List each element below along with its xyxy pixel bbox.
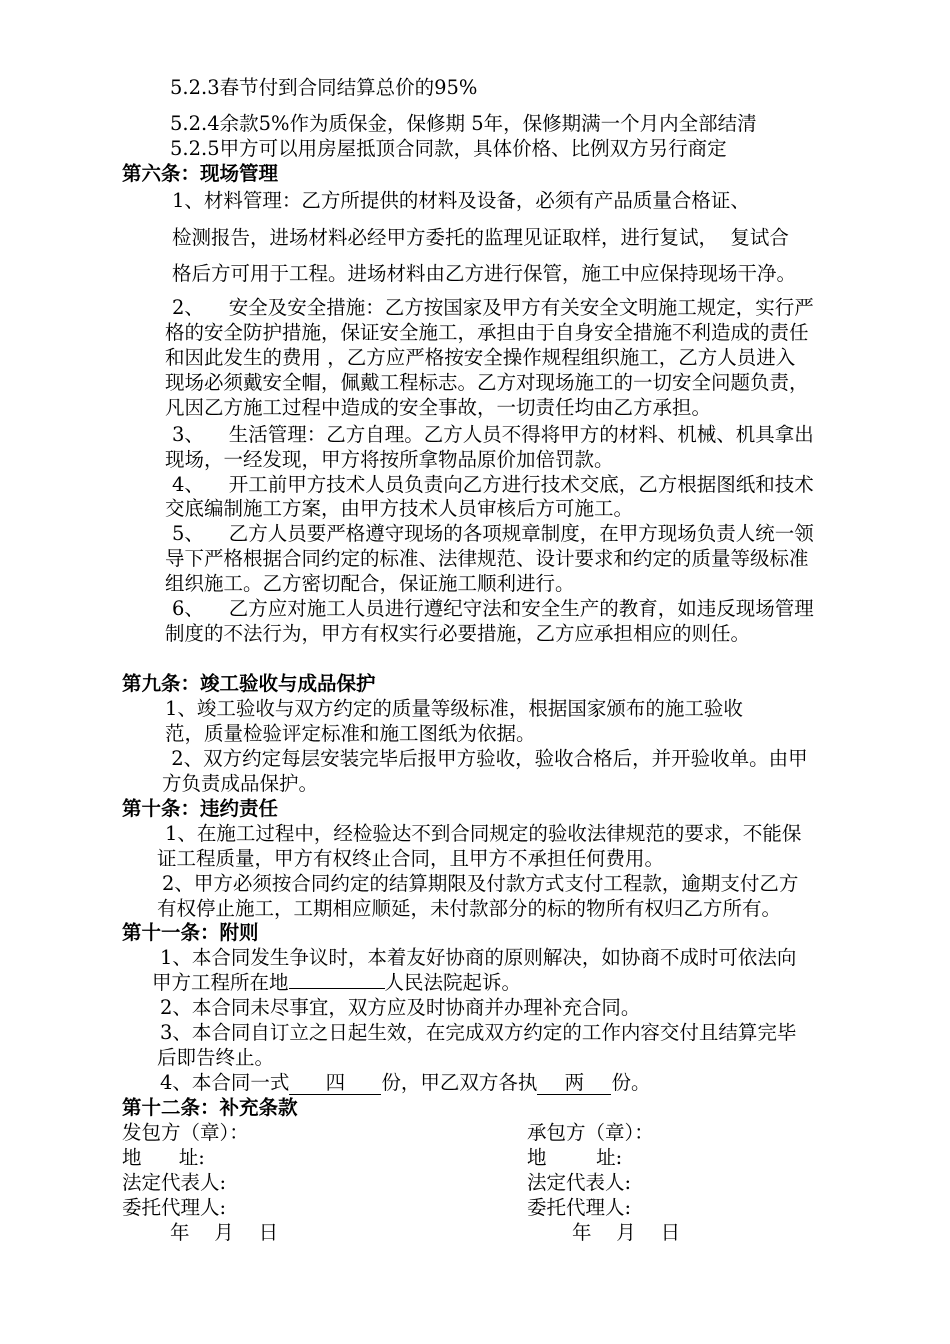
s6-p2-line: 格的安全防护措施，保证安全施工，承担由于自身安全措施不利造成的责任 (165, 321, 809, 344)
s6-p5-line: 5、 乙方人员要严格遵守现场的各项规章制度，在甲方现场负责人统一领 (172, 522, 814, 545)
contractor-date-label: 年 月 日 (572, 1221, 681, 1244)
s6-p1-line: 格后方可用于工程。进场材料由乙方进行保管，施工中应保持现场干净。 (172, 262, 797, 285)
s6-p2-line: 2、 安全及安全措施：乙方按国家及甲方有关安全文明施工规定，实行严 (172, 296, 814, 319)
s11-p1-court-post: 人民法院起诉。 (384, 971, 522, 994)
s6-p6-line: 6、 乙方应对施工人员进行遵纪守法和安全生产的教育，如违反现场管理 (172, 597, 814, 620)
s11-p4-mid: 份，甲乙双方各执 (381, 1071, 538, 1094)
contractor-address-label: 地 址: (527, 1146, 623, 1169)
s6-p3-line: 现场，一经发现，甲方将按所拿物品原价加倍罚款。 (165, 448, 614, 471)
clause-5-2-3: 5.2.3春节付到合同结算总价的95% (170, 76, 478, 99)
s6-p6-line: 制度的不法行为，甲方有权实行必要措施，乙方应承担相应的则任。 (165, 622, 751, 645)
s11-p1-line: 1、本合同发生争议时，本着友好协商的原则解决，如协商不成时可依法向 (160, 946, 797, 969)
s6-p1-line: 检测报告，进场材料必经甲方委托的监理见证取样，进行复试， 复试合 (172, 226, 789, 249)
s9-p2-line: 2、双方约定每层安装完毕后报甲方验收，验收合格后，并开验收单。由甲 (165, 747, 808, 770)
s11-p2-line: 2、本合同未尽事宜，双方应及时协商并办理补充合同。 (160, 996, 641, 1019)
contractor-legal-rep-label: 法定代表人: (527, 1171, 632, 1194)
s11-p4-pre: 4、本合同一式 (160, 1071, 290, 1094)
s11-p1-court-pre: 甲方工程所在地 (152, 971, 289, 994)
section-10-heading: 第十条：违约责任 (122, 797, 279, 820)
copies-each-blank[interactable]: 两 (537, 1072, 611, 1095)
s11-p4-post: 份。 (611, 1071, 651, 1094)
s6-p5-line: 组织施工。乙方密切配合，保证施工顺利进行。 (165, 572, 575, 595)
employer-legal-rep-label: 法定代表人: (122, 1171, 227, 1194)
s11-p1-line-2 (152, 971, 521, 995)
s9-p2-line: 方负责成品保护。 (162, 772, 319, 795)
s6-p2-line: 现场必须戴安全帽，佩戴工程标志。乙方对现场施工的一切安全问题负责， (165, 371, 809, 394)
s6-p2-line: 和因此发生的费用 ，乙方应严格按安全操作规程组织施工，乙方人员进入 (165, 346, 796, 369)
section-6-heading: 第六条：现场管理 (122, 162, 279, 185)
section-11-heading: 第十一条：附则 (122, 921, 259, 944)
s6-p4-line: 交底编制施工方案，由甲方技术人员审核后方可施工。 (165, 497, 634, 520)
s6-p3-line: 3、 生活管理：乙方自理。乙方人员不得将甲方的材料、机械、机具拿出 (172, 423, 814, 446)
s6-p1-line: 1、材料管理：乙方所提供的材料及设备，必须有产品质量合格证、 (172, 189, 750, 212)
section-12-heading: 第十二条：补充条款 (122, 1096, 298, 1119)
employer-agent-label: 委托代理人: (122, 1196, 227, 1219)
s9-p1-line: 1、竣工验收与双方约定的质量等级标准，根据国家颁布的施工验收 (165, 697, 743, 720)
s10-p1-line: 1、在施工过程中，经检验达不到合同规定的验收法律规范的要求，不能保 (165, 822, 802, 845)
clause-5-2-4: 5.2.4余款5%作为质保金，保修期 5年，保修期满一个月内全部结清 (170, 112, 757, 135)
contractor-seal-label: 承包方（章）： (527, 1121, 654, 1144)
s10-p2-line: 2、甲方必须按合同约定的结算期限及付款方式支付工程款，逾期支付乙方 (162, 872, 799, 895)
employer-address-label: 地 址: (122, 1146, 205, 1169)
s10-p2-line: 有权停止施工，工期相应顺延，未付款部分的标的物所有权归乙方所有。 (157, 897, 782, 920)
s11-p4-line (160, 1071, 650, 1095)
employer-seal-label: 发包方（章）： (122, 1121, 249, 1144)
employer-date-label: 年 月 日 (170, 1221, 279, 1244)
s11-p3-line: 后即告终止。 (157, 1046, 275, 1069)
s6-p5-line: 导下严格根据合同约定的标准、法律规范、设计要求和约定的质量等级标准 (165, 547, 809, 570)
court-location-blank[interactable] (289, 988, 385, 989)
clause-5-2-5: 5.2.5甲方可以用房屋抵顶合同款，具体价格、比例双方另行商定 (170, 137, 727, 160)
copies-total-blank[interactable]: 四 (289, 1072, 381, 1095)
section-9-heading: 第九条：竣工验收与成品保护 (122, 672, 376, 695)
contractor-agent-label: 委托代理人: (527, 1196, 632, 1219)
s6-p4-line: 4、 开工前甲方技术人员负责向乙方进行技术交底，乙方根据图纸和技术 (172, 473, 814, 496)
s10-p1-line: 证工程质量，甲方有权终止合同，且甲方不承担任何费用。 (157, 847, 665, 870)
s6-p2-line: 凡因乙方施工过程中造成的安全事故，一切责任均由乙方承担。 (165, 396, 712, 419)
s11-p3-line: 3、本合同自订立之日起生效，在完成双方约定的工作内容交付且结算完毕 (160, 1021, 797, 1044)
s9-p1-line: 范，质量检验评定标准和施工图纸为依据。 (165, 722, 536, 745)
